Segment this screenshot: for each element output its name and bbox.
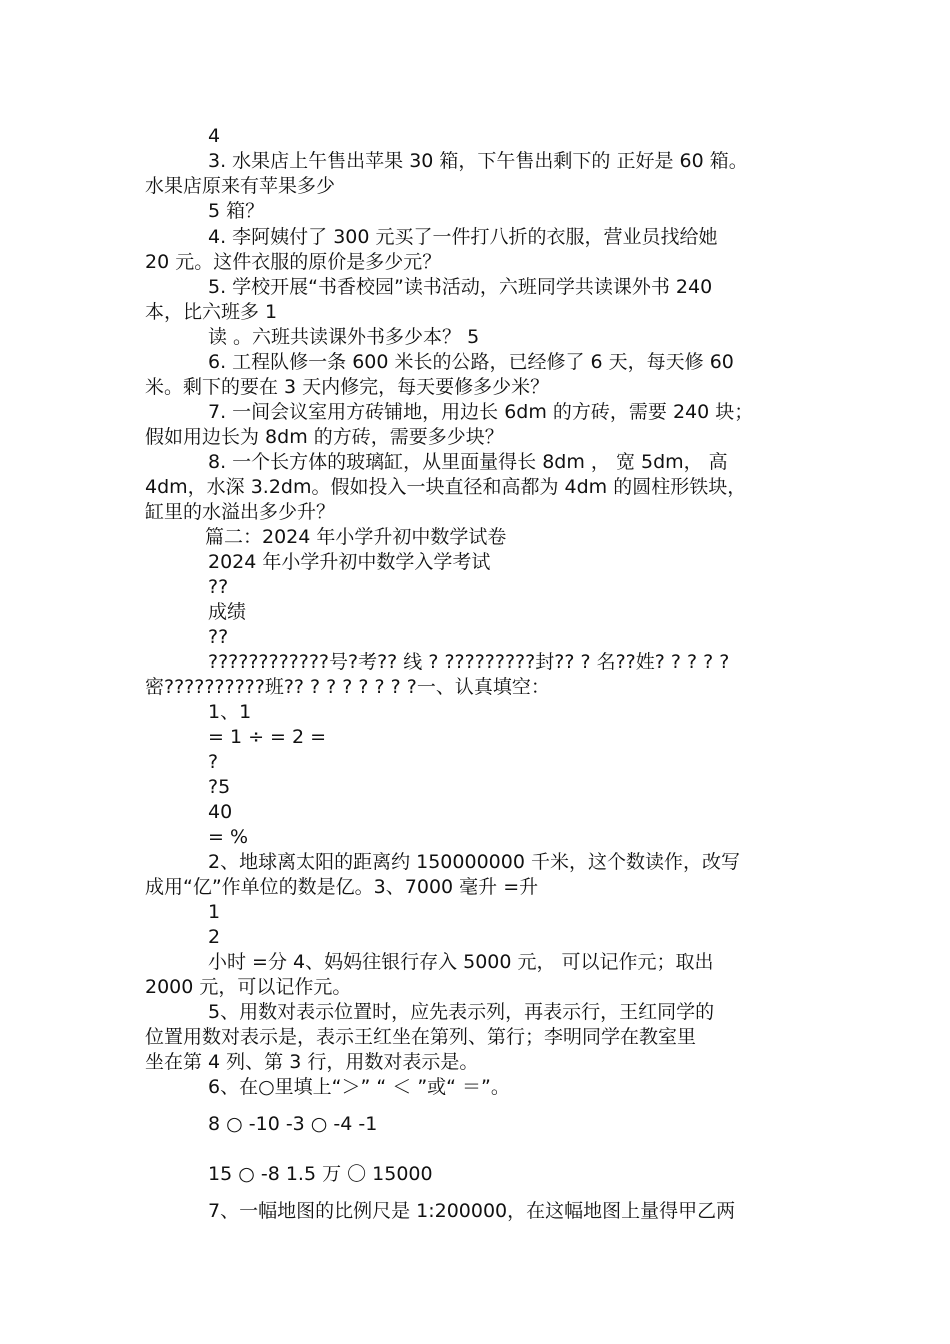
text-line: 篇二：2024 年小学升初中数学试卷 <box>205 526 507 548</box>
text-line: 缸里的水溢出多少升？ <box>145 501 336 523</box>
text-line: 20 元。这件衣服的原价是多少元？ <box>145 251 442 273</box>
text-line: 1、1 <box>208 701 252 723</box>
text-line: ? <box>208 751 219 773</box>
text-line: 假如用边长为 8dm 的方砖，需要多少块？ <box>145 426 504 448</box>
text-line: 5. 学校开展“书香校园”读书活动，六班同学共读课外书 240 <box>208 276 713 298</box>
text-line: 5 箱？ <box>208 200 265 222</box>
text-line: 4 <box>208 125 221 147</box>
text-line: 40 <box>208 801 233 823</box>
text-line: 小时 =分 4、妈妈往银行存入 5000 元， 可以记作元；取出 <box>208 951 714 973</box>
text-line: 密??????????班?? ? ? ? ? ? ? ?一、认真填空： <box>145 676 550 698</box>
text-line: 读 。六班共读课外书多少本？ 5 <box>208 326 480 348</box>
text-line: 8 ○ -10 -3 ○ -4 -1 <box>208 1113 378 1135</box>
text-line: 1 <box>208 901 221 923</box>
text-line: 成用“亿”作单位的数是亿。3、7000 毫升 =升 <box>145 876 539 898</box>
text-line: 位置用数对表示是，表示王红坐在第列、第行；李明同学在教室里 <box>145 1026 697 1048</box>
text-line: 7. 一间会议室用方砖铺地，用边长 6dm 的方砖，需要 240 块； <box>208 401 754 423</box>
text-line: 7、一幅地图的比例尺是 1:200000，在这幅地图上量得甲乙两 <box>208 1200 736 1222</box>
text-line: 2000 元，可以记作元。 <box>145 976 352 998</box>
text-line: 4. 李阿姨付了 300 元买了一件打八折的衣服，营业员找给她 <box>208 226 718 248</box>
text-line: 2 <box>208 926 221 948</box>
text-line: 2、地球离太阳的距离约 150000000 千米，这个数读作，改写 <box>208 851 740 873</box>
text-line: 6. 工程队修一条 600 米长的公路，已经修了 6 天，每天修 60 <box>208 351 734 373</box>
text-line: ?? <box>208 576 229 598</box>
text-line: 坐在第 4 列、第 3 行，用数对表示是。 <box>145 1051 479 1073</box>
text-line: 5、用数对表示位置时，应先表示列，再表示行，王红同学的 <box>208 1001 715 1023</box>
text-line: 成绩 <box>208 601 247 623</box>
text-line: ????????????号?考?? 线 ? ?????????封?? ? 名??姓? ? ? ? ? <box>208 651 730 673</box>
text-line: 4dm，水深 3.2dm。假如投入一块直径和高都为 4dm 的圆柱形铁块， <box>145 476 747 498</box>
text-line: 2024 年小学升初中数学入学考试 <box>208 551 491 573</box>
text-line: = % <box>208 826 249 848</box>
text-line: 8. 一个长方体的玻璃缸，从里面量得长 8dm ， 宽 5dm， 高 <box>208 451 728 473</box>
text-line: ?? <box>208 626 229 648</box>
text-line: 本，比六班多 1 <box>145 301 278 323</box>
text-line: = 1 ÷ = 2 = <box>208 726 327 748</box>
text-line: 15 ○ -8 1.5 万 〇 15000 <box>208 1163 433 1185</box>
text-line: 水果店原来有苹果多少 <box>145 175 336 197</box>
text-line: 米。剩下的要在 3 天内修完，每天要修多少米？ <box>145 376 550 398</box>
text-line: ?5 <box>208 776 231 798</box>
text-line: 6、在○里填上“＞” “ ＜ ”或“ ＝”。 <box>208 1076 510 1098</box>
text-line: 3. 水果店上午售出苹果 30 箱，下午售出剩下的 正好是 60 箱。 <box>208 150 748 172</box>
